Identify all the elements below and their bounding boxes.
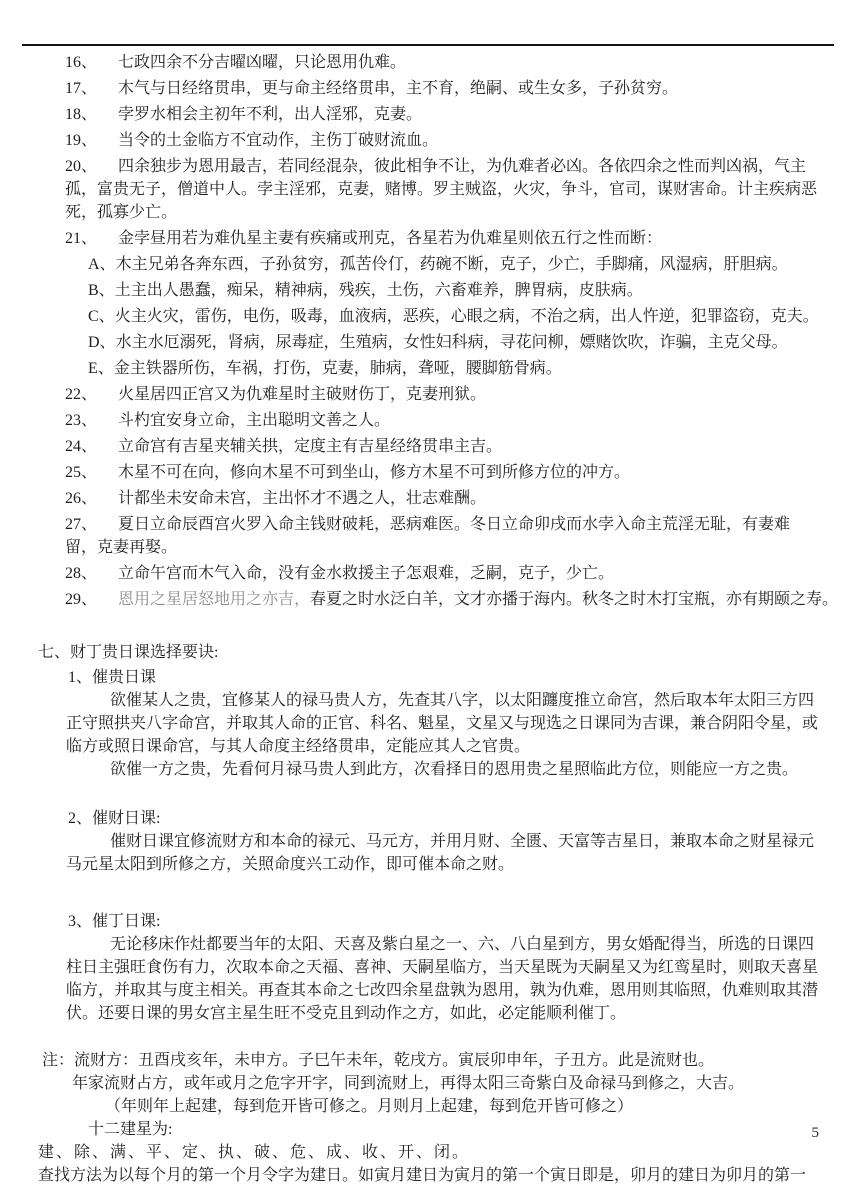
note-lookup-method: 查找方法为以每个月的第一个月令字为建日。如寅月建日为寅月的第一个寅日即是，卯月的建日为卯月的第一 bbox=[38, 1167, 807, 1184]
item-number: 23、 bbox=[65, 412, 98, 429]
page-number: 5 bbox=[811, 1125, 819, 1141]
paragraph-cui-gui-2: 欲催一方之贵，先看何月禄马贵人到此方，次看择日的恩用贵之星照临此方位，则能应一方之贵。 bbox=[110, 761, 799, 778]
list-item-23 bbox=[65, 409, 820, 432]
header-rule bbox=[22, 44, 834, 46]
list-item-21 bbox=[65, 227, 820, 250]
item-number: 18、 bbox=[65, 106, 98, 123]
list-item-20 bbox=[65, 155, 820, 224]
sub-item-letter: A、 bbox=[88, 256, 116, 273]
note-liucai-fang: 注：流财方：丑酉戌亥年，未申方。子巳午未年，乾戌方。寅辰卯申年，子丑方。此是流财也。 bbox=[42, 1052, 715, 1069]
note-twelve-stars-list: 建、除、满、平、定、执、破、危、成、收、开、闭。 bbox=[38, 1144, 471, 1161]
sub-item-a bbox=[88, 253, 820, 276]
paragraph-cui-cai: 催财日课宜修流财方和本命的禄元、马元方，并用月财、全匮、天富等吉星日，兼取本命之财星禄元马元星太阳到所修之方，关照命度兴工动作，即可催本命之财。 bbox=[66, 833, 815, 873]
item-text-gray-lead: 恩用之星居怒地用之亦吉， bbox=[118, 591, 311, 608]
item-text: 七政四余不分吉曜凶曜，只论恩用仇难。 bbox=[118, 54, 407, 71]
item-text: 孛罗水相会主初年不利，出人淫邪，克妻。 bbox=[118, 106, 423, 123]
item-number: 28、 bbox=[65, 565, 98, 582]
paragraph-cui-gui-1: 欲催某人之贵，宜修某人的禄马贵人方，先查其八字，以太阳躔度推立命宫，然后取本年太阳三方四正守照拱夹八字命宫，并取其人命的正官、科名、魁星，文星又与现选之日课同为吉课，兼合阴阳令星，或临方或照日课命宫，与其人命度主经络贯串，定能应其人之官贵。 bbox=[66, 692, 819, 755]
sub-item-c bbox=[88, 305, 820, 328]
paragraph-cui-ding: 无论移床作灶都要当年的太阳、天喜及紫白星之一、六、八白星到方，男女婚配得当，所选的日课四柱日主强旺食伤有力，次取本命之天福、喜神、天嗣星临方，当天星既为天嗣星又为红鸾星时，则取天喜星临方，并取其与度主相关。再查其本命之七改四余星盘孰为恩用，孰为仇难，恩用则其临照，仇难则取其潜伏。还要日课的男女宫主星生旺不受克且到动作之方，如此，必定能顺利催丁。 bbox=[66, 936, 819, 1022]
subsection-3-heading: 3、催丁日课: bbox=[68, 913, 161, 930]
list-item-27 bbox=[65, 513, 820, 559]
item-number: 29、 bbox=[65, 591, 98, 608]
item-text: 立命午宫而木气入命，没有金水救援主子怎艰难，乏嗣，克子，少亡。 bbox=[118, 565, 615, 582]
list-item-18 bbox=[65, 103, 820, 126]
item-text: 火星居四正宫又为仇难星时主破财伤丁，克妻刑狱。 bbox=[118, 386, 487, 403]
list-item-29 bbox=[65, 588, 839, 611]
sub-item-letter: B、 bbox=[88, 282, 115, 299]
subsection-1-heading: 1、催贵日课 bbox=[68, 669, 157, 686]
list-item-16 bbox=[65, 51, 820, 74]
sub-item-text: 水主水厄溺死，肾病，尿毒症，生殖病，女性妇科病，寻花问柳，嫖赌饮吹，诈骗，主克父母。 bbox=[115, 334, 788, 351]
item-text: 夏日立命辰酉宫火罗入命主钱财破耗，恶病难医。冬日立命卯戌而水孛入命主荒淫无耻，有妻难留，克妻再娶。 bbox=[65, 516, 791, 556]
sub-item-letter: E、 bbox=[88, 360, 114, 377]
item-number: 20、 bbox=[65, 158, 98, 175]
note-parenthetical: （年则年上起建，每到危开皆可修之。月则月上起建，每到危开皆可修之） bbox=[105, 1098, 634, 1115]
item-number: 21、 bbox=[65, 230, 98, 247]
item-number: 17、 bbox=[65, 80, 98, 97]
note-nianjia-liucai: 年家流财占方，或年或月之危字开字，同到流财上，再得太阳三奇紫白及命禄马到修之，大吉。 bbox=[72, 1075, 745, 1092]
list-item-28 bbox=[65, 562, 820, 585]
sub-item-text: 金主铁器所伤，车祸，打伤，克妻，肺病，聋哑，腰脚筋骨病。 bbox=[113, 360, 562, 377]
sub-item-letter: D、 bbox=[88, 334, 116, 351]
page-content bbox=[0, 51, 839, 1187]
item-text: 计都坐未安命未宫，主出怀才不遇之人，壮志难酬。 bbox=[118, 490, 487, 507]
item-number: 26、 bbox=[65, 490, 98, 507]
list-item-24 bbox=[65, 435, 820, 458]
list-item-22 bbox=[65, 383, 820, 406]
list-item-17 bbox=[65, 77, 820, 100]
list-item-19 bbox=[65, 129, 820, 152]
item-text: 斗杓宜安身立命，主出聪明文善之人。 bbox=[118, 412, 391, 429]
sub-item-text: 土主出人愚蠢，痴呆，精神病，残疾，土伤，六畜难养，脾胃病，皮肤病。 bbox=[114, 282, 643, 299]
note-twelve-stars-label: 十二建星为: bbox=[88, 1121, 173, 1138]
section-7-heading: 七、财丁贵日课选择要诀: bbox=[38, 644, 219, 661]
list-item-26 bbox=[65, 487, 820, 510]
sub-item-d bbox=[88, 331, 820, 354]
sub-item-text: 木主兄弟各奔东西，子孙贫穷，孤苦伶仃，药碗不断，克子，少亡，手脚痛，风湿病，肝胆病。 bbox=[115, 256, 788, 273]
item-number: 27、 bbox=[65, 516, 98, 533]
item-text: 木星不可在向，修向木星不可到坐山，修方木星不可到所修方位的冲方。 bbox=[118, 464, 631, 481]
sub-item-letter: C、 bbox=[88, 308, 115, 325]
item-number: 25、 bbox=[65, 464, 98, 481]
sub-item-text: 火主火灾，雷伤，电伤，吸毒，血液病，恶疾，心眼之病，不治之病，出人忤逆，犯罪盗窃，克夫。 bbox=[114, 308, 819, 325]
item-number: 16、 bbox=[65, 54, 98, 71]
item-number: 24、 bbox=[65, 438, 98, 455]
item-number: 22、 bbox=[65, 386, 98, 403]
sub-item-b bbox=[88, 279, 820, 302]
item-text: 四余独步为恩用最吉，若同经混杂，彼此相争不让，为仇难者必凶。各依四余之性而判凶祸，气主孤，富贵无子，僧道中人。孛主淫邪，克妻，赌博。罗主贼盗，火灾，争斗，官司，谋财害命。计主疾病恶死，孤寡少亡。 bbox=[65, 158, 818, 221]
item-text: 金孛昼用若为难仇星主妻有疾痛或刑克，各星若为仇难星则依五行之性而断： bbox=[118, 230, 663, 247]
item-text: 春夏之时水泛白羊，文才亦播于海内。秋冬之时木打宝瓶，亦有期颐之寿。 bbox=[310, 591, 839, 608]
item-number: 19、 bbox=[65, 132, 98, 149]
item-text: 当令的土金临方不宜动作，主伤丁破财流血。 bbox=[118, 132, 439, 149]
item-text: 立命宫有吉星夹辅关拱，定度主有吉星经络贯串主吉。 bbox=[118, 438, 503, 455]
subsection-2-heading: 2、催财日课: bbox=[68, 810, 161, 827]
item-text: 木气与日经络贯串，更与命主经络贯串，主不育，绝嗣、或生女多，子孙贫穷。 bbox=[118, 80, 679, 97]
notes-block bbox=[0, 1049, 820, 1187]
list-item-25 bbox=[65, 461, 820, 484]
sub-item-e bbox=[88, 357, 820, 380]
